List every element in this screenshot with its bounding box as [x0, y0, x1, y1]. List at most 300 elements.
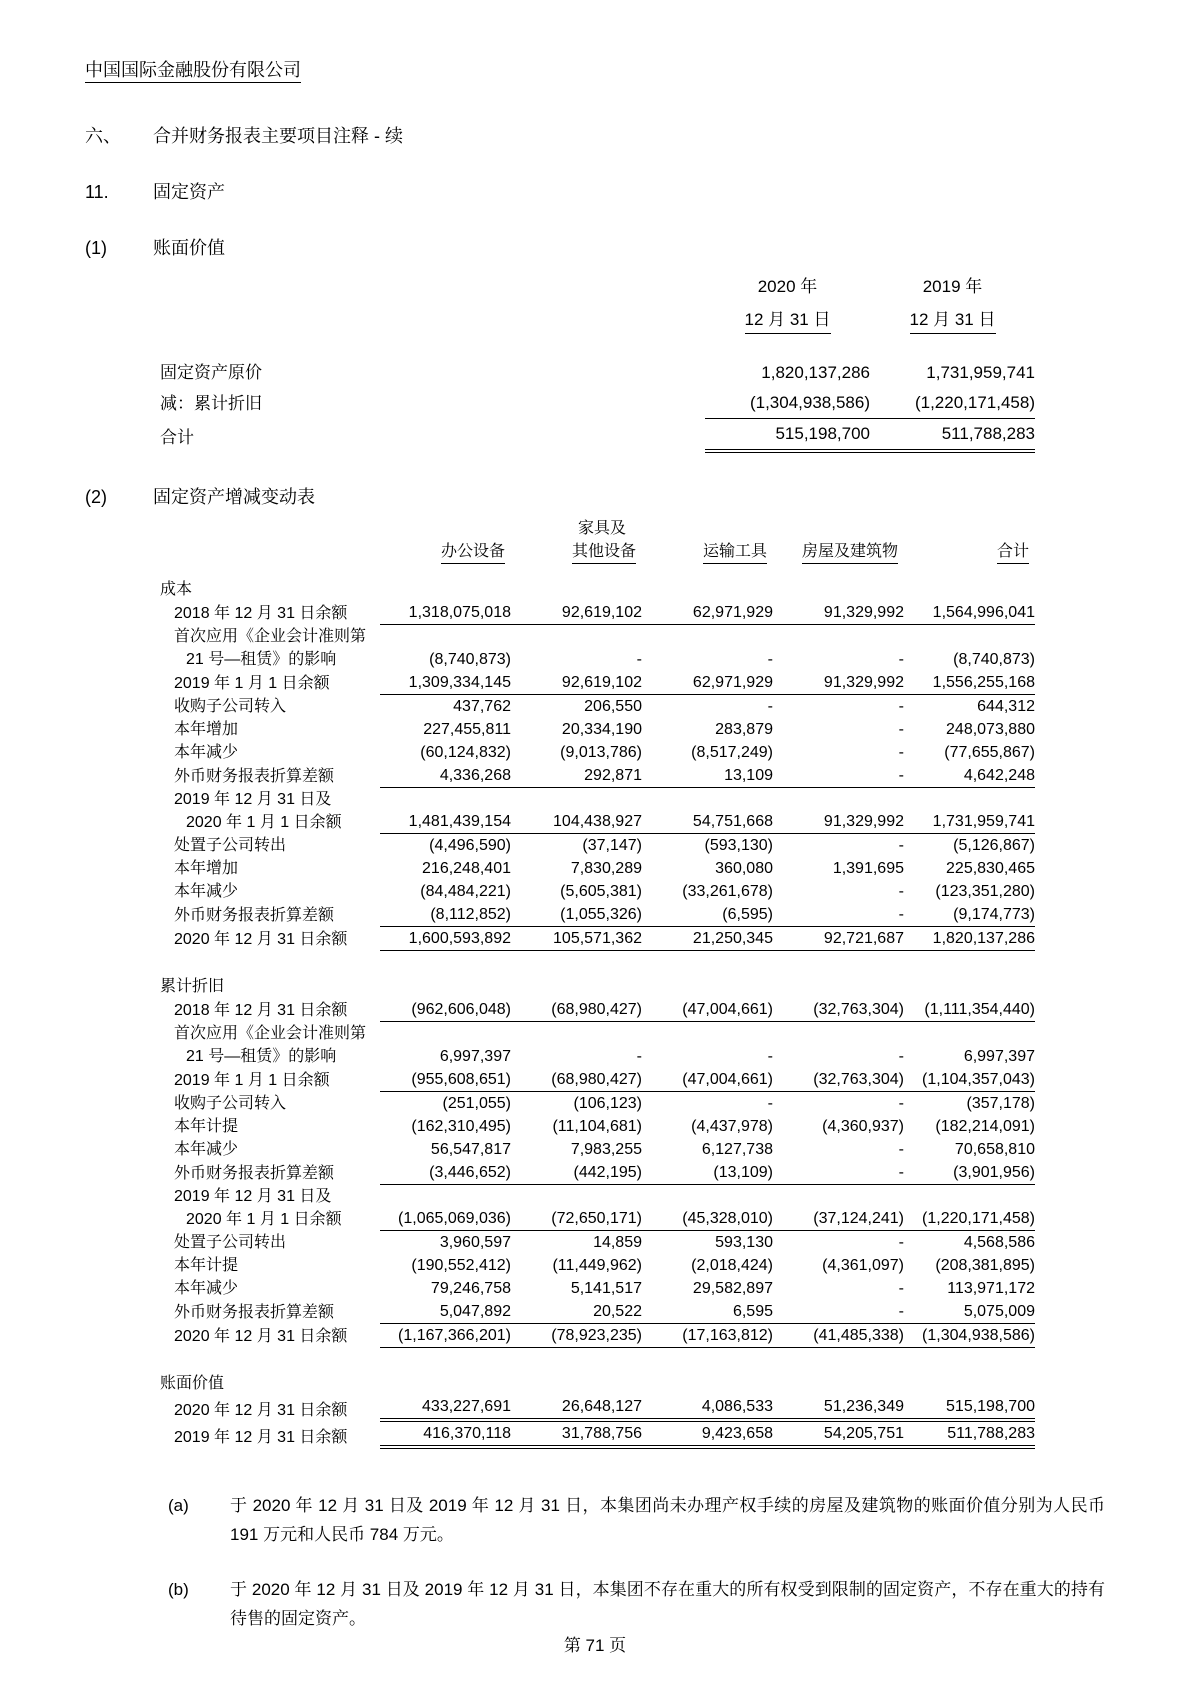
row-label: 2019 年 12 月 31 日余额	[174, 1429, 348, 1446]
row-label: 本年减少	[174, 1141, 239, 1158]
amount-value: 21,250,345	[642, 927, 773, 951]
amount-cell	[380, 834, 511, 857]
amount-value: 593,130	[715, 1234, 773, 1251]
amount-cell	[380, 671, 511, 695]
amount-value: 29,582,897	[692, 1280, 773, 1297]
amount-value: 1,556,255,168	[904, 671, 1035, 695]
amount-value: -	[898, 1095, 904, 1112]
amount-cell	[642, 1395, 773, 1422]
amount-cell	[380, 1022, 511, 1068]
amount-value: (962,606,048)	[380, 998, 511, 1022]
amount-cell	[773, 1324, 904, 1348]
amount-cell	[380, 1254, 511, 1277]
amount-cell	[642, 1092, 773, 1115]
footnote-a	[168, 1491, 1105, 1549]
amount-cell	[642, 1161, 773, 1185]
amount-cell	[773, 1395, 904, 1422]
table-row	[160, 857, 1035, 880]
amount-value: -	[898, 1234, 904, 1251]
amount-value: 5,141,517	[570, 1280, 642, 1297]
amount-cell	[773, 1300, 904, 1324]
amount-value: (162,310,495)	[411, 1118, 511, 1135]
amount-value: 1,820,137,286	[761, 363, 870, 382]
amount-cell	[380, 927, 511, 951]
column-header-furniture	[511, 517, 642, 563]
column-header-buildings	[773, 517, 904, 563]
section-title: 合并财务报表主要项目注释 - 续	[153, 126, 403, 146]
amount-cell	[773, 601, 904, 625]
amount-value: 1,318,075,018	[380, 601, 511, 625]
amount-cell	[380, 903, 511, 927]
table-row	[160, 1092, 1035, 1115]
empty-cell	[160, 266, 705, 330]
amount-cell	[773, 718, 904, 741]
amount-cell	[380, 880, 511, 903]
amount-cell	[904, 1324, 1035, 1348]
amount-value: -	[636, 651, 642, 668]
amount-cell	[642, 718, 773, 741]
amount-cell	[904, 601, 1035, 625]
item-title: 固定资产	[153, 182, 225, 202]
amount-cell	[904, 788, 1035, 834]
amount-value: (1,065,069,036)	[380, 1207, 511, 1231]
amount-cell	[642, 1422, 773, 1449]
amount-value: (9,174,773)	[904, 903, 1035, 927]
table-row	[160, 1161, 1035, 1185]
amount-value: 5,075,009	[904, 1300, 1035, 1324]
amount-value: 7,830,289	[570, 860, 642, 877]
row-label-line2: 21 号—租赁》的影响	[186, 651, 337, 668]
amount-value: (4,437,978)	[691, 1118, 773, 1135]
row-label: 外币财务报表折算差额	[174, 768, 335, 785]
amount-cell	[773, 1277, 904, 1300]
row-label: 本年减少	[174, 1280, 239, 1297]
amount-cell	[380, 1277, 511, 1300]
amount-value: (8,112,852)	[380, 903, 511, 927]
amount-cell	[773, 927, 904, 951]
amount-value: 515,198,700	[705, 419, 870, 453]
amount-cell	[380, 1068, 511, 1092]
amount-value: 31,788,756	[511, 1422, 642, 1449]
amount-cell	[904, 671, 1035, 695]
column-header-date: 12 月 31 日	[910, 310, 996, 334]
table-header-row	[160, 266, 1035, 330]
amount-value: 4,336,268	[380, 764, 511, 788]
amount-value: -	[898, 1280, 904, 1297]
amount-value: (1,111,354,440)	[904, 998, 1035, 1022]
table-total-row	[160, 419, 1035, 453]
amount-cell	[642, 741, 773, 764]
amount-cell	[380, 1300, 511, 1324]
column-header-office-equipment	[380, 517, 511, 563]
table-header-row	[160, 517, 1035, 563]
table-row	[160, 601, 1035, 625]
row-label: 本年减少	[174, 744, 239, 761]
amount-value: -	[767, 698, 773, 715]
amount-cell	[904, 1022, 1035, 1068]
amount-cell	[511, 998, 642, 1022]
table-row	[160, 1231, 1035, 1254]
amount-cell	[642, 1300, 773, 1324]
row-label: 本年减少	[174, 883, 239, 900]
amount-cell	[870, 388, 1035, 419]
amount-value: 225,830,465	[946, 860, 1035, 877]
amount-cell	[904, 1422, 1035, 1449]
company-name-text: 中国国际金融股份有限公司	[85, 60, 301, 83]
amount-cell	[642, 880, 773, 903]
amount-cell	[511, 834, 642, 857]
table-row	[160, 1300, 1035, 1324]
amount-value: -	[767, 651, 773, 668]
amount-value: 7,983,255	[570, 1141, 642, 1158]
amount-value: 92,619,102	[511, 671, 642, 695]
amount-cell	[511, 1395, 642, 1422]
amount-cell	[904, 1185, 1035, 1231]
amount-cell	[904, 834, 1035, 857]
amount-cell	[642, 1068, 773, 1092]
amount-value: 511,788,283	[870, 419, 1035, 453]
column-header-2020	[705, 266, 870, 330]
amount-cell	[511, 1422, 642, 1449]
row-label: 固定资产原价	[160, 363, 262, 382]
amount-value: -	[898, 651, 904, 668]
table-row	[160, 671, 1035, 695]
amount-cell	[705, 388, 870, 419]
amount-value: 20,334,190	[561, 721, 642, 738]
amount-cell	[773, 880, 904, 903]
amount-value: -	[898, 1048, 904, 1065]
amount-value: 248,073,880	[946, 721, 1035, 738]
amount-cell	[642, 1277, 773, 1300]
amount-value: 62,971,929	[642, 601, 773, 625]
amount-value: 9,423,658	[642, 1422, 773, 1449]
amount-cell	[904, 857, 1035, 880]
amount-cell	[642, 903, 773, 927]
amount-value: (123,351,280)	[935, 883, 1035, 900]
amount-cell	[511, 1115, 642, 1138]
amount-cell	[511, 625, 642, 671]
row-label: 外币财务报表折算差额	[174, 1304, 335, 1321]
amount-value: 292,871	[511, 764, 642, 788]
amount-value: (41,485,338)	[773, 1324, 904, 1348]
amount-value: (251,055)	[442, 1095, 511, 1112]
amount-value: (1,167,366,201)	[380, 1324, 511, 1348]
footnote-b-text: 于 2020 年 12 月 31 日及 2019 年 12 月 31 日，本集团不存在重大的所有权受到限制的固定资产，不存在重大的持有待售的固定资产。	[230, 1580, 1105, 1628]
amount-cell	[380, 1422, 511, 1449]
amount-cell	[904, 1231, 1035, 1254]
amount-cell	[511, 1138, 642, 1161]
table-row	[160, 764, 1035, 788]
amount-cell	[904, 1161, 1035, 1185]
amount-value: (5,126,867)	[953, 837, 1035, 854]
table-row	[160, 388, 1035, 419]
section-number: 六、	[85, 126, 121, 146]
amount-cell	[773, 788, 904, 834]
amount-value: (33,261,678)	[682, 883, 773, 900]
column-header-2019	[870, 266, 1035, 330]
amount-cell	[380, 998, 511, 1022]
subsection-1-number: (1)	[85, 238, 107, 258]
amount-cell	[380, 1395, 511, 1422]
amount-value: 54,205,751	[773, 1422, 904, 1449]
amount-value: 92,721,687	[773, 927, 904, 951]
amount-cell	[642, 764, 773, 788]
page-number: 第 71 页	[563, 1636, 627, 1655]
amount-value: (47,004,661)	[642, 1068, 773, 1092]
table-row	[160, 1022, 1035, 1068]
amount-cell	[642, 625, 773, 671]
amount-cell	[380, 601, 511, 625]
row-label: 处置子公司转出	[174, 1234, 287, 1251]
row-label	[160, 788, 380, 834]
amount-cell	[511, 1254, 642, 1277]
row-label: 2020 年 12 月 31 日余额	[174, 1328, 348, 1345]
amount-cell	[511, 1277, 642, 1300]
amount-value: 6,997,397	[439, 1048, 511, 1065]
row-label: 收购子公司转入	[174, 1095, 287, 1112]
column-header-year: 2019 年	[922, 277, 983, 296]
amount-value: 1,481,439,154	[380, 810, 511, 834]
row-label: 本年增加	[174, 860, 239, 877]
amount-value: 5,047,892	[380, 1300, 511, 1324]
amount-cell	[870, 330, 1035, 388]
amount-value: 511,788,283	[904, 1422, 1035, 1449]
amount-cell	[511, 695, 642, 718]
amount-cell	[773, 695, 904, 718]
amount-value: (1,220,171,458)	[870, 388, 1035, 419]
amount-value: (593,130)	[704, 837, 773, 854]
amount-cell	[773, 1422, 904, 1449]
amount-cell	[380, 1115, 511, 1138]
carrying-value-table	[160, 266, 1035, 453]
amount-value: 283,879	[715, 721, 773, 738]
amount-cell	[511, 764, 642, 788]
amount-value: 51,236,349	[773, 1395, 904, 1422]
table-total-row	[160, 1422, 1035, 1449]
amount-cell	[642, 1115, 773, 1138]
amount-cell	[511, 1300, 642, 1324]
table-row	[160, 834, 1035, 857]
amount-cell	[511, 1068, 642, 1092]
row-label	[160, 1185, 380, 1231]
amount-value: 4,642,248	[904, 764, 1035, 788]
amount-value: (13,109)	[642, 1161, 773, 1185]
amount-cell	[904, 718, 1035, 741]
table-row	[160, 1185, 1035, 1231]
amount-cell	[511, 1231, 642, 1254]
amount-value: (4,361,097)	[822, 1257, 904, 1274]
row-label-line2: 2020 年 1 月 1 日余额	[186, 1211, 342, 1228]
row-label-line1: 2019 年 12 月 31 日及	[174, 1188, 332, 1205]
column-header-text: 其他设备	[572, 543, 636, 564]
column-header-date: 12 月 31 日	[745, 310, 831, 334]
amount-cell	[380, 1138, 511, 1161]
amount-value: (442,195)	[511, 1161, 642, 1185]
amount-value: 70,658,810	[954, 1141, 1035, 1158]
amount-cell	[773, 671, 904, 695]
amount-cell	[773, 1068, 904, 1092]
section-label: 累计折旧	[160, 978, 225, 995]
amount-value: -	[767, 1095, 773, 1112]
amount-value: (68,980,427)	[511, 1068, 642, 1092]
amount-cell	[511, 1092, 642, 1115]
item-number: 11.	[85, 182, 109, 202]
amount-cell	[773, 903, 904, 927]
amount-value: (9,013,786)	[560, 744, 642, 761]
amount-cell	[904, 741, 1035, 764]
amount-cell	[705, 419, 870, 453]
table-row	[160, 880, 1035, 903]
amount-cell	[511, 741, 642, 764]
spacer	[160, 563, 1035, 578]
column-header-text: 房屋及建筑物	[802, 543, 898, 564]
amount-value: (3,446,652)	[380, 1161, 511, 1185]
footnote-b	[168, 1575, 1105, 1633]
amount-value: (1,304,938,586)	[904, 1324, 1035, 1348]
table-row	[160, 788, 1035, 834]
amount-value: (11,104,681)	[552, 1118, 642, 1135]
spacer	[160, 1348, 1035, 1372]
amount-cell	[642, 1138, 773, 1161]
amount-value: (8,740,873)	[429, 651, 511, 668]
amount-cell	[511, 718, 642, 741]
amount-value: -	[636, 1048, 642, 1065]
amount-cell	[773, 1231, 904, 1254]
table-total-row	[160, 1395, 1035, 1422]
row-label-line1: 首次应用《企业会计准则第	[174, 1025, 367, 1042]
amount-value: (955,608,651)	[380, 1068, 511, 1092]
amount-value: 437,762	[453, 698, 511, 715]
row-label: 外币财务报表折算差额	[174, 1165, 335, 1182]
row-label	[160, 625, 380, 671]
amount-cell	[380, 1161, 511, 1185]
amount-cell	[511, 601, 642, 625]
amount-cell	[773, 1185, 904, 1231]
table-row	[160, 1254, 1035, 1277]
amount-value: (47,004,661)	[642, 998, 773, 1022]
amount-cell	[380, 1324, 511, 1348]
amount-value: 227,455,811	[423, 721, 511, 738]
amount-value: 91,329,992	[773, 671, 904, 695]
amount-value: 1,731,959,741	[926, 363, 1035, 382]
column-header-vehicles	[642, 517, 773, 563]
amount-value: 515,198,700	[904, 1395, 1035, 1422]
row-label: 合计	[160, 428, 194, 447]
amount-value: 360,080	[715, 860, 773, 877]
amount-cell	[380, 741, 511, 764]
row-label: 2020 年 12 月 31 日余额	[174, 931, 348, 948]
amount-cell	[773, 998, 904, 1022]
amount-value: -	[773, 1161, 904, 1185]
amount-cell	[511, 1022, 642, 1068]
amount-value: 3,960,597	[439, 1234, 511, 1251]
amount-value: 1,820,137,286	[904, 927, 1035, 951]
amount-cell	[511, 788, 642, 834]
row-label-line1: 2019 年 12 月 31 日及	[174, 791, 332, 808]
amount-value: (208,381,895)	[935, 1257, 1035, 1274]
empty-cell	[160, 517, 380, 563]
amount-value: (8,517,249)	[691, 744, 773, 761]
amount-cell	[773, 1022, 904, 1068]
amount-value: (11,449,962)	[552, 1257, 642, 1274]
amount-value: (84,484,221)	[420, 883, 511, 900]
column-header-year: 2020 年	[757, 277, 818, 296]
row-label: 本年计提	[174, 1257, 239, 1274]
amount-cell	[642, 1324, 773, 1348]
section-label: 成本	[160, 581, 193, 598]
amount-cell	[380, 625, 511, 671]
amount-value: (357,178)	[966, 1095, 1035, 1112]
amount-cell	[642, 671, 773, 695]
amount-cell	[380, 1092, 511, 1115]
amount-value: (182,214,091)	[935, 1118, 1035, 1135]
amount-cell	[773, 1161, 904, 1185]
column-header-text: 家具及	[577, 520, 626, 537]
amount-value: 6,595	[642, 1300, 773, 1324]
amount-value: 206,550	[584, 698, 642, 715]
table-subtotal-row	[160, 1324, 1035, 1348]
table-row	[160, 718, 1035, 741]
amount-value: (190,552,412)	[411, 1257, 511, 1274]
amount-value: -	[898, 837, 904, 854]
company-name	[85, 56, 1105, 82]
amount-value: 216,248,401	[422, 860, 511, 877]
amount-value: 54,751,668	[642, 810, 773, 834]
amount-value: 26,648,127	[511, 1395, 642, 1422]
table-row	[160, 998, 1035, 1022]
amount-value: (4,496,590)	[429, 837, 511, 854]
amount-cell	[773, 834, 904, 857]
amount-cell	[904, 1115, 1035, 1138]
amount-value: 104,438,927	[511, 810, 642, 834]
amount-value: (6,595)	[642, 903, 773, 927]
amount-value: (17,163,812)	[642, 1324, 773, 1348]
amount-value: (72,650,171)	[511, 1207, 642, 1231]
table-row	[160, 695, 1035, 718]
amount-value: 113,971,172	[947, 1280, 1035, 1297]
amount-cell	[773, 625, 904, 671]
amount-value: 13,109	[642, 764, 773, 788]
amount-value: 56,547,817	[430, 1141, 511, 1158]
amount-value: 1,600,593,892	[380, 927, 511, 951]
amount-value: (37,147)	[582, 837, 642, 854]
amount-cell	[773, 764, 904, 788]
amount-cell	[642, 1185, 773, 1231]
amount-value: -	[773, 1300, 904, 1324]
amount-cell	[511, 903, 642, 927]
amount-value: 6,997,397	[963, 1048, 1035, 1065]
amount-value: (77,655,867)	[944, 744, 1035, 761]
amount-value: 4,086,533	[642, 1395, 773, 1422]
amount-value: (45,328,010)	[642, 1207, 773, 1231]
amount-value: (106,123)	[573, 1095, 642, 1112]
table-row	[160, 625, 1035, 671]
amount-value: 4,568,586	[963, 1234, 1035, 1251]
footnote-b-number: (b)	[168, 1580, 189, 1599]
amount-cell	[904, 625, 1035, 671]
row-label: 收购子公司转入	[174, 698, 287, 715]
footnote-a-text: 于 2020 年 12 月 31 日及 2019 年 12 月 31 日，本集团尚未办理产权手续的房屋及建筑物的账面价值分别为人民币 191 万元和人民币 784 万元。	[230, 1496, 1105, 1544]
amount-cell	[773, 1138, 904, 1161]
amount-value: -	[773, 903, 904, 927]
amount-cell	[380, 857, 511, 880]
amount-value: 92,619,102	[511, 601, 642, 625]
row-label: 本年增加	[174, 721, 239, 738]
fixed-assets-movement-table	[160, 517, 1035, 1449]
amount-value: (32,763,304)	[773, 998, 904, 1022]
table-row	[160, 1115, 1035, 1138]
amount-cell	[380, 764, 511, 788]
